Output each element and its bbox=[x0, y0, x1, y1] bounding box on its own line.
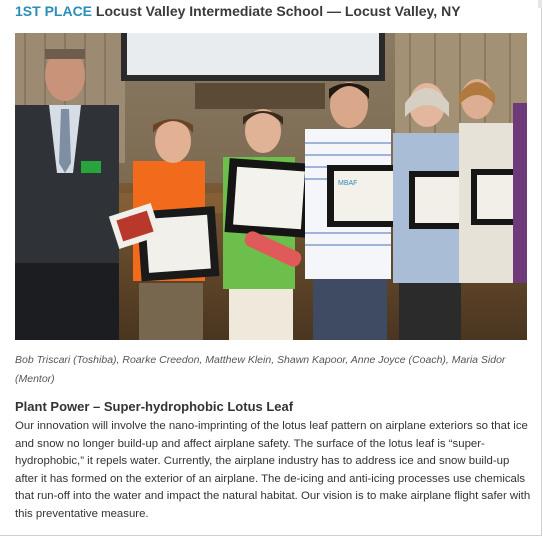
badge-text: MBAF bbox=[338, 180, 358, 187]
team-photo bbox=[15, 33, 527, 340]
project-title: Plant Power – Super-hydrophobic Lotus Leaf bbox=[15, 399, 294, 414]
award-heading bbox=[15, 3, 461, 19]
scrollbar-stub bbox=[538, 0, 542, 8]
award-place: 1ST PLACE bbox=[15, 3, 93, 19]
photo-caption: Bob Triscari (Toshiba), Roarke Creedon, Matthew Klein, Shawn Kapoor, Anne Joyce (Coach), Maria Sidor (Mentor) bbox=[15, 354, 506, 385]
school-name: Locust Valley Intermediate School — Locust Valley, NY bbox=[95, 3, 461, 19]
project-description: Our innovation will involve the nano-imprinting of the lotus leaf pattern on airplane exteriors so that ice and snow no longer build-up and affect airplane safety. The surface of the lotus leaf is “super-hydrophobic,” it repels water. Currently, the airplane industry has to address ice and snow build-up after it has formed on the exterior of an airplane. The de-icing and anti-icing processes use chemicals that run-off into the water and impact the natural habitat. Our vision is to make airplane flight safer with this preventative measure. bbox=[15, 420, 531, 520]
